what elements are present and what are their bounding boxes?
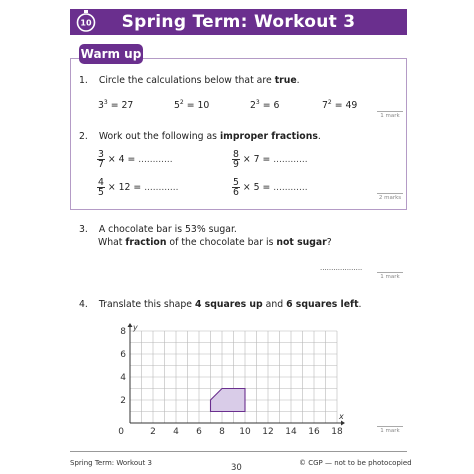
question-text: Translate this shape: [98, 299, 195, 310]
x-axis-arrow: [341, 421, 345, 426]
question-text: What: [98, 237, 126, 248]
question-punct: .: [317, 131, 321, 142]
question-text: and: [262, 299, 287, 310]
answer-blank[interactable]: ............: [144, 183, 179, 193]
calc-base: 7: [322, 100, 328, 112]
calc-rest: = 10: [183, 100, 210, 112]
fraction-expression: × 7 =: [242, 154, 271, 165]
calc-rest: = 49: [331, 100, 358, 112]
question-emphasis: true: [274, 75, 297, 86]
page-number: 30: [231, 463, 242, 473]
question-text: Work out the following as: [98, 131, 220, 142]
question-emphasis: 6 squares left: [286, 299, 359, 310]
calc-option-2[interactable]: [174, 99, 209, 111]
fraction: [97, 150, 105, 169]
question-text: A chocolate bar is 53% sugar.: [98, 224, 237, 235]
answer-blank[interactable]: ............: [138, 155, 173, 165]
calc-option-4[interactable]: [322, 99, 357, 111]
fraction: [232, 150, 240, 169]
footer-divider: [70, 451, 407, 452]
question-text: of the chocolate bar is: [166, 237, 277, 248]
question-number: 1.: [79, 75, 88, 86]
question-number: 2.: [79, 131, 88, 142]
denominator: 7: [98, 159, 104, 170]
x-tick-label: 8: [219, 427, 225, 437]
x-tick-label: 18: [331, 427, 343, 437]
calc-rest: = 27: [107, 100, 134, 112]
question-2: [79, 131, 321, 142]
fraction-expression: × 5 =: [242, 182, 271, 193]
fraction-expression: × 4 =: [107, 154, 136, 165]
mark-label: 1 mark: [377, 426, 403, 434]
calc-base: 3: [98, 100, 104, 112]
question-3-line-2: [98, 237, 332, 248]
question-emphasis: improper fractions: [219, 131, 318, 142]
mark-label: 2 marks: [378, 195, 402, 201]
question-emphasis: fraction: [125, 237, 167, 248]
question-emphasis: 4 squares up: [194, 299, 263, 310]
numerator: 5: [233, 177, 239, 188]
x-axis-label: x: [339, 412, 344, 421]
fraction-item-1: [97, 150, 173, 169]
calc-option-1[interactable]: [98, 99, 133, 111]
x-tick-label: 6: [196, 427, 202, 437]
question-emphasis: not sugar: [276, 237, 327, 248]
calc-exp: 3: [103, 99, 108, 106]
y-tick-label: 2: [120, 396, 126, 406]
answer-blank[interactable]: ...................: [320, 264, 363, 272]
page-title: Spring Term: Workout 3: [121, 12, 356, 32]
question-number: 4.: [79, 299, 88, 310]
fraction: [97, 178, 105, 197]
footer-left: Spring Term: Workout 3: [70, 459, 152, 467]
x-tick-label: 10: [239, 427, 251, 437]
denominator: 9: [233, 159, 239, 170]
question-punct: ?: [326, 237, 332, 248]
numerator: 3: [98, 149, 104, 160]
fraction: [232, 178, 240, 197]
calc-exp: 2: [327, 99, 332, 106]
fraction-item-3: [97, 178, 179, 197]
y-tick-label: 8: [120, 327, 126, 337]
fraction-expression: × 12 =: [107, 182, 142, 193]
mark-label: 1 mark: [377, 272, 403, 280]
question-text: Circle the calculations below that are: [98, 75, 275, 86]
timer-minutes: 10: [80, 18, 92, 28]
question-1: [79, 75, 300, 86]
x-tick-label: 2: [150, 427, 156, 437]
x-tick-label: 12: [262, 427, 274, 437]
fraction-item-4: [232, 178, 308, 197]
y-tick-label: 6: [120, 350, 126, 360]
page-header: [70, 9, 407, 35]
question-4: [79, 299, 362, 310]
calc-option-3[interactable]: [250, 99, 279, 111]
stopwatch-icon: [75, 10, 97, 32]
shape-to-translate: [211, 389, 246, 412]
mark-label: 1 mark: [377, 111, 403, 119]
calc-base: 2: [250, 100, 256, 112]
y-axis-arrow: [128, 323, 133, 327]
x-tick-label: 14: [285, 427, 297, 437]
question-3: [79, 224, 237, 235]
denominator: 6: [233, 187, 239, 198]
footer-right: © CGP — not to be photocopied: [299, 459, 412, 467]
y-tick-label: 4: [120, 373, 126, 383]
x-tick-label: 4: [173, 427, 179, 437]
warm-up-label: Warm up: [79, 44, 143, 64]
question-number: 3.: [79, 224, 88, 235]
calc-exp: 3: [255, 99, 260, 106]
answer-blank[interactable]: ............: [273, 183, 308, 193]
denominator: 5: [98, 187, 104, 198]
question-punct: .: [296, 75, 300, 86]
coordinate-grid: [110, 310, 355, 440]
calc-rest: = 6: [259, 100, 280, 112]
question-punct: .: [358, 299, 362, 310]
origin-label: 0: [118, 427, 124, 437]
answer-blank[interactable]: ............: [273, 155, 308, 165]
numerator: 4: [98, 177, 104, 188]
calc-exp: 2: [179, 99, 184, 106]
numerator: 8: [233, 149, 239, 160]
calc-base: 5: [174, 100, 180, 112]
fraction-item-2: [232, 150, 308, 169]
y-axis-label: y: [133, 323, 138, 332]
x-tick-label: 16: [308, 427, 320, 437]
